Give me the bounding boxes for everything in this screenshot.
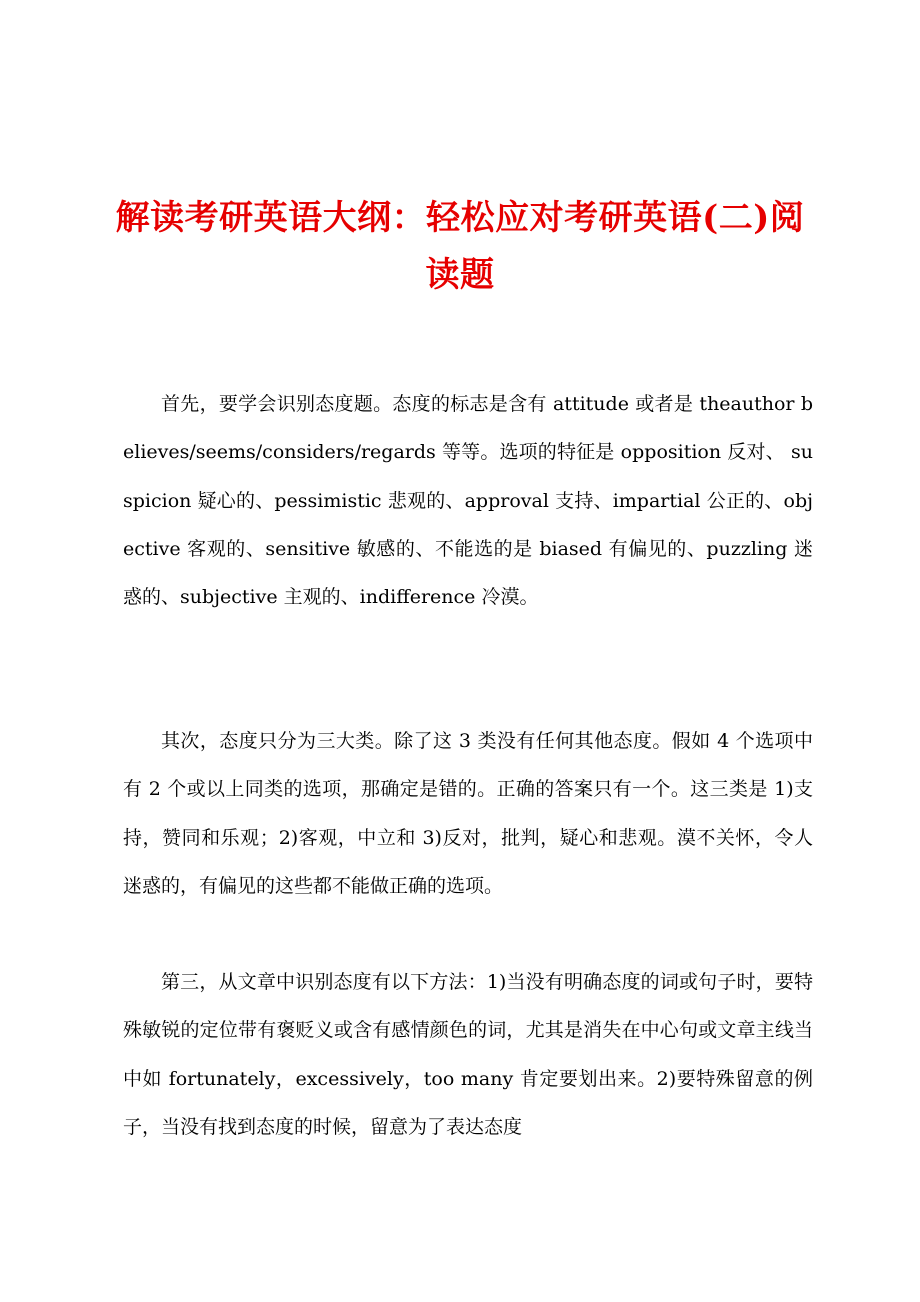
paragraph-attitude-categories: 其次，态度只分为三大类。除了这 3 类没有任何其他态度。假如 4 个选项中有 2 个或以上同类的选项，那确定是错的。正确的答案只有一个。这三类是 1)支持，赞同和乐观；2)客观，中立和 3)反对，批判，疑心和悲观。漠不关怀，令人迷惑的，有偏见的这些都不能做正确的选项。 — [123, 730, 813, 897]
paragraph-attitude-methods: 第三，从文章中识别态度有以下方法：1)当没有明确态度的词或句子时，要特殊敏锐的定位带有褒贬义或含有感情颜色的词，尤其是消失在中心句或文章主线当中如 fortunately，excessively，too many 肯定要划出来。2)要特殊留意的例子，当没有找到态度的时候，留意为了表达态度 — [123, 971, 813, 1138]
paragraph-attitude-identification: 首先，要学会识别态度题。态度的标志是含有 attitude 或者是 theauthor believes/seems/considers/regards 等等。选项的特征是 opposition 反对、 suspicion 疑心的、pessimistic 悲观的、approval 支持、impartial 公正的、objective 客观的、sensitive 敏感的、不能选的是 biased 有偏见的、puzzling 迷惑的、subjective 主观的、indifference 冷漠。 — [123, 393, 813, 609]
document-title: 解读考研英语大纲：轻松应对考研英语(二)阅读题 — [115, 198, 805, 295]
